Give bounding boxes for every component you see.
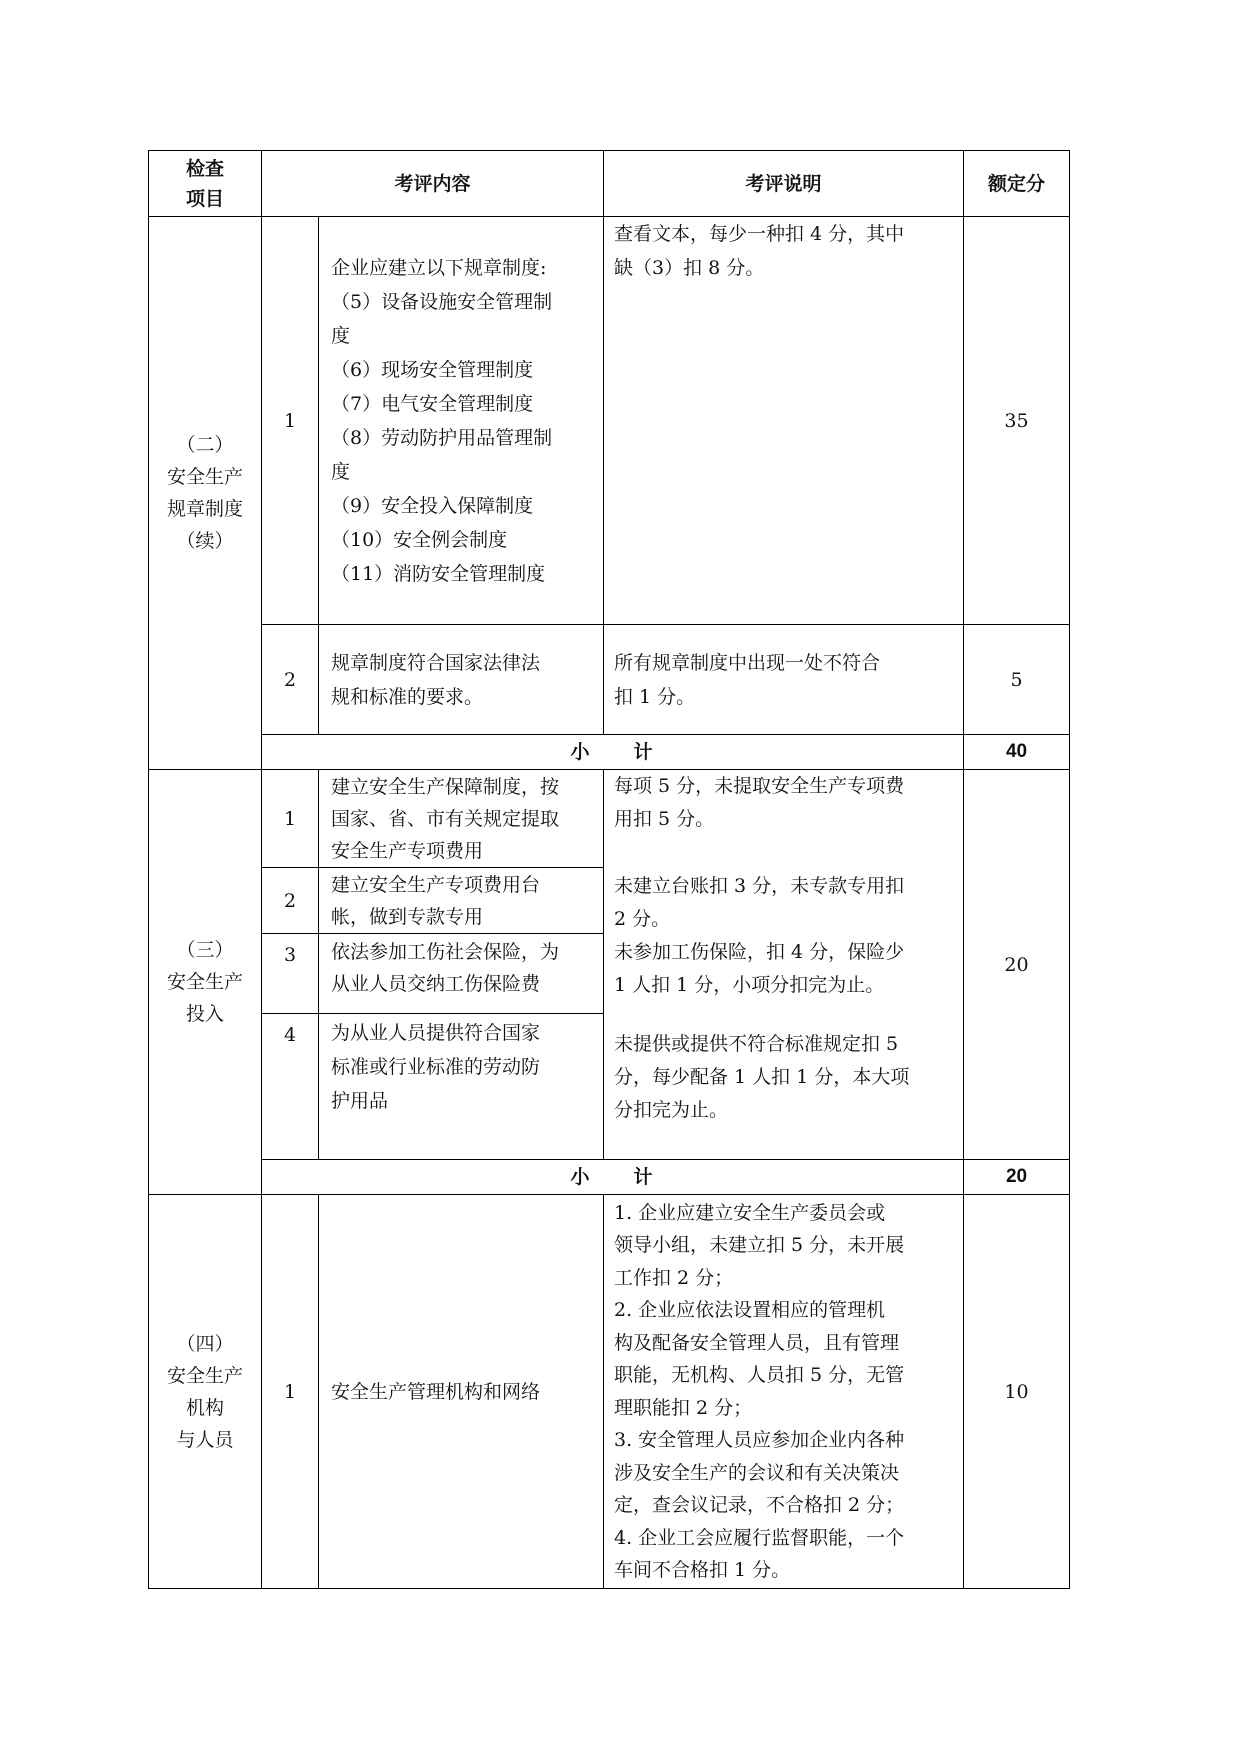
text-line: 安全生产 (166, 971, 243, 993)
item-score: 20 (964, 770, 1070, 1160)
text-line: 投入 (185, 1003, 224, 1025)
category-cell (149, 770, 262, 1195)
header-item (149, 151, 262, 217)
text-line: （5）设备设施安全管理制 (331, 290, 553, 313)
text-line: （续） (176, 530, 234, 552)
text-line: 度 (331, 324, 351, 347)
text-line: 缺（3）扣 8 分。 (614, 257, 765, 279)
text-line: 领导小组，未建立扣 5 分，未开展 (614, 1234, 905, 1256)
header-desc: 考评说明 (604, 151, 964, 217)
text-line: 分，每少配备 1 人扣 1 分，本大项 (614, 1066, 910, 1088)
text-line: 企业应建立以下规章制度: (331, 256, 547, 279)
text-line: （二） (176, 434, 234, 456)
header-content: 考评内容 (262, 151, 604, 217)
text-line: 为从业人员提供符合国家 (331, 1022, 541, 1044)
item-score: 10 (964, 1195, 1070, 1589)
item-number: 3 (262, 934, 319, 1014)
subtotal-label: 小 计 (262, 1160, 964, 1195)
item-number: 1 (262, 1195, 319, 1589)
text-line: 建立安全生产专项费用台 (331, 873, 541, 896)
text-line: （11）消防安全管理制度 (331, 562, 546, 585)
table-row (149, 1195, 1070, 1589)
assessment-table (148, 150, 1070, 1589)
text-line: 规和标准的要求。 (331, 685, 484, 708)
text-line: 3. 安全管理人员应参加企业内各种 (614, 1429, 905, 1451)
text-line: 标准或行业标准的劳动防 (331, 1056, 541, 1078)
text-line: 安全生产专项费用 (331, 839, 484, 862)
text-line: 工作扣 2 分； (614, 1266, 734, 1289)
text-line: 依法参加工伤社会保险，为 (331, 941, 560, 963)
text-line: 安全生产 (166, 466, 243, 488)
text-line: 护用品 (331, 1090, 389, 1112)
text-line: 安全生产管理机构和网络 (331, 1380, 541, 1403)
text-line: 规章制度 (166, 498, 243, 520)
item-content (319, 1014, 604, 1160)
text-line: 项目 (185, 187, 224, 210)
item-score: 35 (964, 217, 1070, 625)
text-line: 安全生产 (166, 1364, 243, 1387)
text-line: （8）劳动防护用品管理制 (331, 426, 553, 449)
item-content (319, 934, 604, 1014)
item-content (319, 217, 604, 625)
subtotal-row (149, 735, 1070, 770)
text-line: 从业人员交纳工伤保险费 (331, 973, 541, 995)
text-line: 检查 (185, 157, 224, 180)
text-line: 理职能扣 2 分； (614, 1396, 753, 1419)
text-line: （10）安全例会制度 (331, 528, 508, 551)
text-line: 未提供或提供不符合标准规定扣 5 (614, 1033, 899, 1055)
subtotal-score: 20 (964, 1160, 1070, 1195)
table-row (149, 217, 1070, 625)
subtotal-label: 小 计 (262, 735, 964, 770)
text-line: 构及配备安全管理人员，且有管理 (614, 1331, 900, 1354)
header-score: 额定分 (964, 151, 1070, 217)
text-line: 帐，做到专款专用 (331, 905, 484, 928)
text-line: 与人员 (176, 1428, 234, 1451)
subtotal-score: 40 (964, 735, 1070, 770)
text-line: 2. 企业应依法设置相应的管理机 (614, 1299, 886, 1321)
text-line: （三） (176, 939, 234, 961)
text-line: （6）现场安全管理制度 (331, 358, 534, 381)
item-number: 2 (262, 625, 319, 735)
text-line: 分扣完为止。 (614, 1099, 729, 1121)
text-line: 建立安全生产保障制度，按 (331, 775, 560, 798)
text-line (614, 1002, 955, 1028)
text-line: 定，查会议记录，不合格扣 2 分； (614, 1494, 905, 1516)
item-content (319, 868, 604, 934)
item-content (319, 1195, 604, 1589)
category-cell (149, 217, 262, 770)
table-row (149, 625, 1070, 735)
text-line: 规章制度符合国家法律法 (331, 651, 541, 674)
item-content (319, 770, 604, 868)
text-line: 所有规章制度中出现一处不符合 (614, 651, 881, 674)
category-cell (149, 1195, 262, 1589)
item-desc (604, 1195, 964, 1589)
assessment-sheet (148, 150, 1214, 1589)
text-line: 涉及安全生产的会议和有关决策决 (614, 1461, 900, 1484)
item-number: 2 (262, 868, 319, 934)
text-line: 未建立台账扣 3 分，未专款专用扣 (614, 875, 905, 897)
text-line: 扣 1 分。 (614, 685, 696, 708)
text-line: 查看文本，每少一种扣 4 分，其中 (614, 223, 905, 245)
text-line: 2 分。 (614, 908, 671, 930)
text-line: （9）安全投入保障制度 (331, 494, 534, 517)
header-row (149, 151, 1070, 217)
table-row (149, 770, 1070, 868)
item-score: 5 (964, 625, 1070, 735)
item-desc (604, 217, 964, 625)
text-line: 职能，无机构、人员扣 5 分，无管 (614, 1364, 905, 1386)
item-desc (604, 625, 964, 735)
item-desc (604, 770, 964, 1160)
text-line: （7）电气安全管理制度 (331, 392, 534, 415)
text-line: （四） (176, 1332, 234, 1355)
text-line: 未参加工伤保险，扣 4 分，保险少 (614, 941, 905, 963)
text-line: 每项 5 分，未提取安全生产专项费 (614, 775, 905, 797)
item-number: 4 (262, 1014, 319, 1160)
text-line: 国家、省、市有关规定提取 (331, 807, 560, 830)
text-line: 用扣 5 分。 (614, 808, 715, 830)
item-content (319, 625, 604, 735)
text-line: 车间不合格扣 1 分。 (614, 1559, 791, 1581)
subtotal-row (149, 1160, 1070, 1195)
item-number: 1 (262, 770, 319, 868)
item-number: 1 (262, 217, 319, 625)
text-line: 机构 (185, 1396, 224, 1419)
text-line: 1 人扣 1 分，小项分扣完为止。 (614, 974, 885, 996)
text-line: 1. 企业应建立安全生产委员会或 (614, 1201, 886, 1224)
text-line (614, 836, 955, 870)
text-line: 4. 企业工会应履行监督职能，一个 (614, 1526, 905, 1549)
text-line: 度 (331, 460, 351, 483)
